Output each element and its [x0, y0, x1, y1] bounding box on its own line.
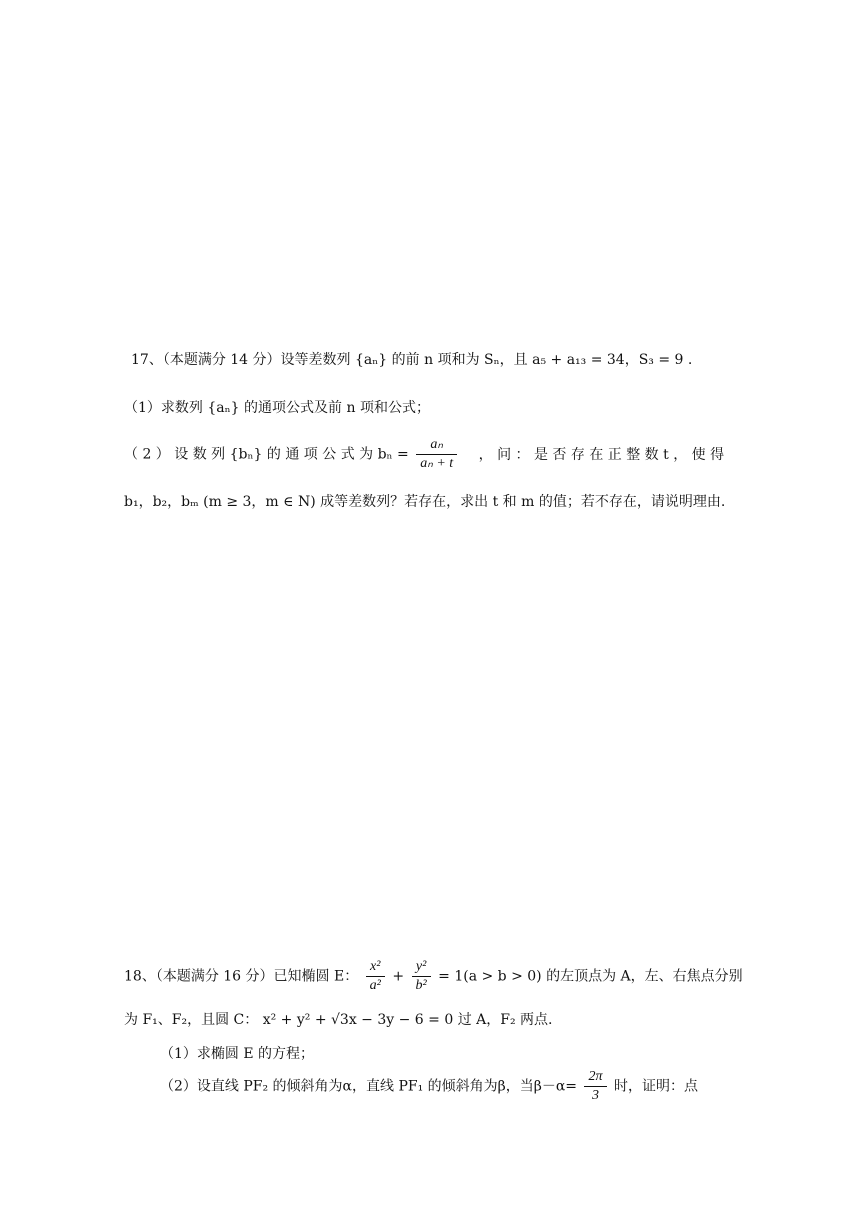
q17-part2-tail: ， 问 ： 是 否 存 在 正 整 数 t ， 使 得	[478, 446, 725, 463]
q17-part2	[124, 436, 724, 473]
q17-stem	[131, 350, 692, 370]
q17-part2-line2	[124, 492, 725, 512]
q18-stem	[124, 958, 743, 995]
q18-frac-x-num: x²	[366, 958, 385, 977]
q18-part2-lead: （2）设直线 PF₂ 的倾斜角为α，直线 PF₁ 的倾斜角为β，当β－α=	[160, 1078, 578, 1095]
q17-part2-fraction	[416, 436, 457, 473]
q18-part1	[160, 1044, 314, 1064]
q18-stem-tail: = 1(a > b > 0) 的左顶点为 A，左、右焦点分别	[438, 968, 743, 985]
q18-frac-x	[366, 958, 385, 995]
q18-stem-lead: 18、（本题满分 16 分）已知椭圆 E：	[124, 968, 359, 985]
q18-part2-tail: 时，证明：点	[613, 1078, 698, 1095]
q18-part2-frac-den: 3	[591, 1088, 599, 1103]
q18-frac-y-num: y²	[412, 958, 431, 977]
q17-part1	[124, 398, 430, 418]
q17-frac-numerator: aₙ	[416, 436, 457, 455]
q18-frac-y-den: b²	[415, 978, 427, 993]
q18-part1-text: （1）求椭圆 E 的方程；	[160, 1046, 315, 1062]
q18-part2-frac-num: 2π	[584, 1068, 606, 1087]
q18-line2	[124, 1010, 553, 1030]
q18-plus: +	[392, 968, 405, 985]
q18-part2	[160, 1068, 698, 1105]
q17-part2-lead: （ 2 ） 设 数 列 {bₙ} 的 通 项 公 式 为 bₙ =	[124, 446, 409, 463]
q17-part1-text: （1）求数列 {aₙ} 的通项公式及前 n 项和公式；	[124, 400, 430, 416]
q17-part2-line2-text: b₁，b₂，bₘ (m ≥ 3，m ∈ N) 成等差数列？若存在，求出 t 和 m 的值；若不存在，请说明理由.	[124, 494, 726, 510]
q18-frac-y	[412, 958, 431, 995]
q18-line2-text: 为 F₁、F₂，且圆 C： x² + y² + √3x − 3y − 6 = 0 过 A，F₂ 两点.	[124, 1012, 553, 1028]
q18-part2-fraction	[584, 1068, 606, 1105]
q17-frac-denominator: aₙ + t	[420, 456, 454, 471]
q17-stem-text: 17、（本题满分 14 分）设等差数列 {aₙ} 的前 n 项和为 Sₙ，且 a₅ + a₁₃ = 34，S₃ = 9 .	[131, 352, 693, 368]
q18-frac-x-den: a²	[369, 978, 381, 993]
